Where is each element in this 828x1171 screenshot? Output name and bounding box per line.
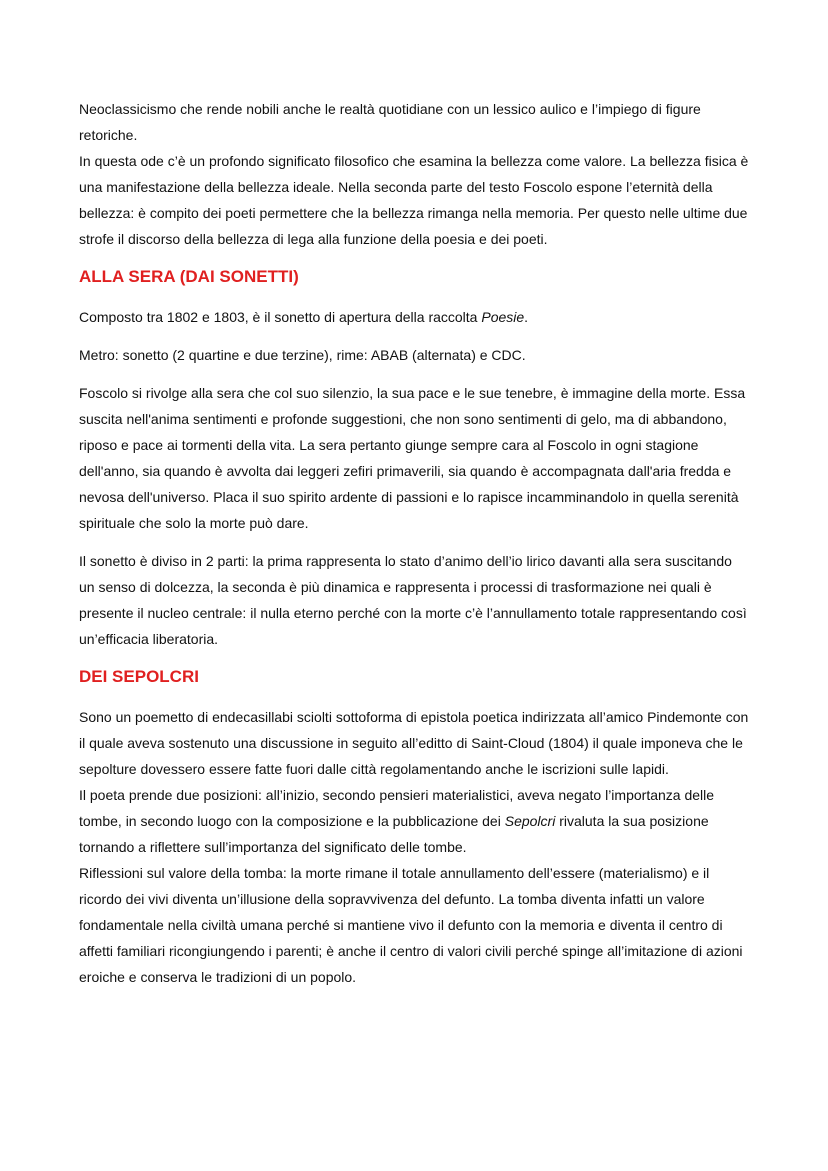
intro-paragraph-2: In questa ode c’è un profondo significato filosofico che esamina la bellezza come valore. La bellezza fisica è una manifestazione della bellezza ideale. Nella seconda parte del testo Foscolo espone l’eternità della bellezza: è compito dei poeti permettere che la bellezza rimanga nella memoria. Per questo nelle ultime due strofe il discorso della bellezza di lega alla funzione della poesia e dei poeti. <box>79 153 749 247</box>
sepolcri-paragraph-2 <box>79 782 751 860</box>
intro-paragraph-1: Neoclassicismo che rende nobili anche le realtà quotidiane con un lessico aulico e l’impiego di figure retoriche. <box>79 101 701 143</box>
alla-sera-paragraph-4: Il sonetto è diviso in 2 parti: la prima rappresenta lo stato d’animo dell’io lirico davanti alla sera suscitando un senso di dolcezza, la seconda è più dinamica e rappresenta i processi di trasformazione nei quali è presente il nucleo centrale: il nulla eterno perché con la morte c’è l’annullamento totale rappresentando così un’efficacia liberatoria. <box>79 553 747 647</box>
alla-sera-paragraph-1 <box>79 304 751 330</box>
sepolcri-p2-text: Il poeta prende due posizioni: all’inizio, secondo pensieri materialistici, aveva negato l’importanza delle tombe, in secondo luogo con la composizione e la pubblicazione dei <box>79 787 715 829</box>
alla-sera-p1-after: . <box>524 309 529 325</box>
alla-sera-heading: ALLA SERA (DAI SONETTI) <box>79 267 299 286</box>
alla-sera-p1-text: Composto tra 1802 e 1803, è il sonetto di apertura della raccolta <box>79 309 482 325</box>
sepolcri-p2-italic: Sepolcri <box>504 813 556 829</box>
alla-sera-paragraph-3: Foscolo si rivolge alla sera che col suo silenzio, la sua pace e le sue tenebre, è immagine della morte. Essa suscita nell'anima sentimenti e profonde suggestioni, che non sono sentimenti di gelo, ma di abbandono, riposo e pace ai tormenti della vita. La sera pertanto giunge sempre cara al Foscolo in ogni stagione dell'anno, sia quando è avvolta dai leggeri zefiri primaverili, sia quando è accompagnata dall'aria fredda e nevosa dell'universo. Placa il suo spirito ardente di passioni e lo rapisce incamminandolo in quella serenità spirituale che solo la morte può dare. <box>79 385 746 531</box>
document-page <box>79 96 751 990</box>
sepolcri-paragraph-1: Sono un poemetto di endecasillabi sciolti sottoforma di epistola poetica indirizzata all’amico Pindemonte con il quale aveva sostenuto una discussione in seguito all’editto di Saint-Cloud (1804) il quale imponeva che le sepolture dovessero essere fatte fuori dalle città regolamentando anche le iscrizioni sulle lapidi. <box>79 709 749 777</box>
sepolcri-heading: DEI SEPOLCRI <box>79 667 199 686</box>
sepolcri-paragraph-3: Riflessioni sul valore della tomba: la morte rimane il totale annullamento dell’essere (materialismo) e il ricordo dei vivi diventa un’illusione della sopravvivenza del defunto. La tomba diventa infatti un valore fondamentale nella civiltà umana perché si mantiene vivo il defunto con la memoria e diventa il centro di affetti familiari ricongiungendo i parenti; è anche il centro di valori civili perché spinge all’imitazione di azioni eroiche e conserva le tradizioni di un popolo. <box>79 865 743 985</box>
alla-sera-p1-italic: Poesie <box>481 309 525 325</box>
alla-sera-paragraph-2: Metro: sonetto (2 quartine e due terzine), rime: ABAB (alternata) e CDC. <box>79 347 526 363</box>
sepolcri-p2-after: rivaluta la sua posizione tornando a riflettere sull’importanza del significato delle tombe. <box>79 813 709 855</box>
